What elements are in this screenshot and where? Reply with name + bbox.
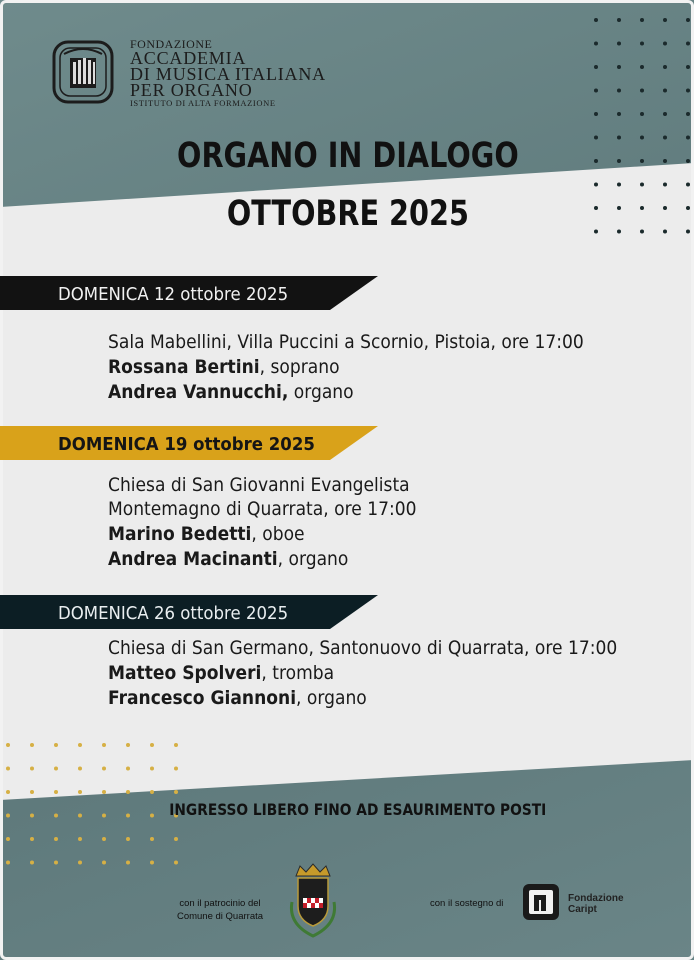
event-2-date: DOMENICA 19 ottobre 2025 <box>58 434 315 455</box>
performer-role: , organo <box>296 687 367 709</box>
support-text: con il sostegno di <box>430 898 504 909</box>
caript-logo-icon <box>522 883 560 921</box>
quarrata-crest-icon <box>286 862 340 940</box>
performer-role: organo <box>288 381 354 403</box>
academy-logo-text <box>130 38 326 109</box>
sponsor-line-2: Caript <box>568 904 597 915</box>
event-2-performer-2 <box>108 548 348 570</box>
event-2-performer-1 <box>108 523 305 545</box>
event-2-venue-line-2: Montemagno di Quarrata, ore 17:00 <box>108 498 417 520</box>
performer-name: Andrea Vannucchi, <box>108 381 289 403</box>
org-line-5: ISTITUTO DI ALTA FORMAZIONE <box>130 98 276 108</box>
patronage-line-2: Comune di Quarrata <box>176 911 264 922</box>
performer-name: Andrea Macinanti <box>108 548 278 570</box>
org-line-3: DI MUSICA ITALIANA <box>130 64 326 84</box>
performer-name: Matteo Spolveri <box>108 662 262 684</box>
org-line-2: ACCADEMIA <box>130 48 247 68</box>
performer-name: Rossana Bertini <box>108 356 260 378</box>
academy-seal-icon <box>52 40 114 104</box>
event-3-venue: Chiesa di San Germano, Santonuovo di Quarrata, ore 17:00 <box>108 637 618 659</box>
patronage-line-1: con il patrocinio del <box>179 898 261 909</box>
performer-role: , tromba <box>261 662 335 684</box>
performer-role: , oboe <box>251 523 305 545</box>
org-line-1: FONDAZIONE <box>130 37 213 51</box>
event-1-performer-2 <box>108 381 354 403</box>
patronage-text <box>165 897 275 923</box>
event-3-performer-1 <box>108 662 334 684</box>
free-entry-note: INGRESSO LIBERO FINO AD ESAURIMENTO POSTI <box>169 800 547 819</box>
poster-subtitle: OTTOBRE 2025 <box>226 194 469 234</box>
performer-name: Marino Bedetti <box>108 523 252 545</box>
sponsor-line-1: Fondazione <box>568 893 624 904</box>
event-3-date: DOMENICA 26 ottobre 2025 <box>58 603 289 624</box>
poster-title: ORGANO IN DIALOGO <box>177 136 519 176</box>
event-1-performer-1 <box>108 356 340 378</box>
event-2-venue: Chiesa di San Giovanni Evangelista <box>108 474 410 496</box>
event-3-performer-2 <box>108 687 367 709</box>
performer-role: , soprano <box>259 356 340 378</box>
performer-name: Francesco Giannoni <box>108 687 297 709</box>
event-1-date: DOMENICA 12 ottobre 2025 <box>58 284 289 305</box>
event-1-venue: Sala Mabellini, Villa Puccini a Scornio, Pistoia, ore 17:00 <box>108 331 584 353</box>
sponsor-name <box>568 893 624 915</box>
org-line-4: PER ORGANO <box>130 80 253 100</box>
performer-role: , organo <box>277 548 349 570</box>
